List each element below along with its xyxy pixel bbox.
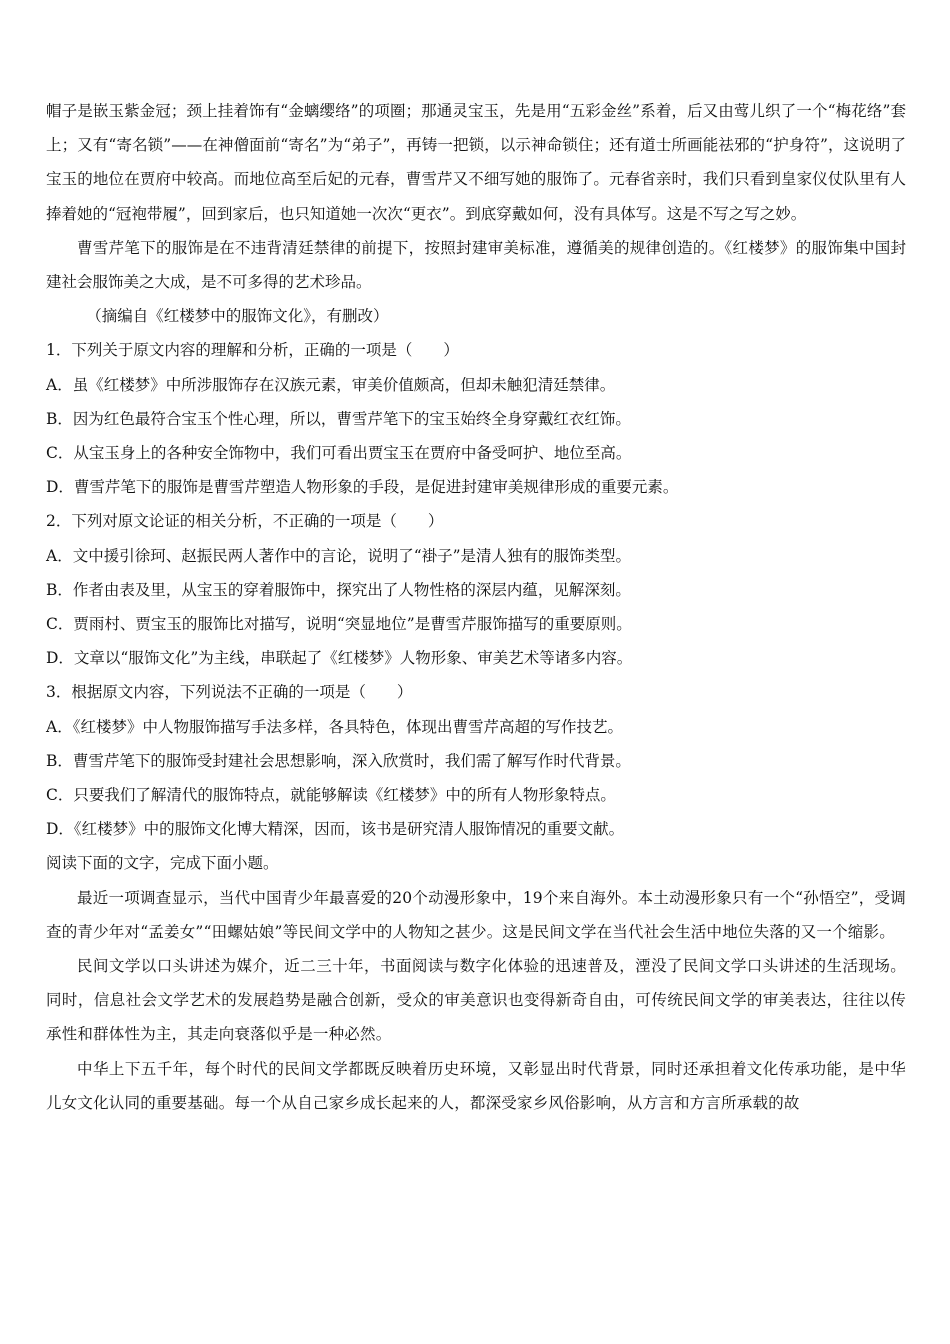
option-b: B．曹雪芹笔下的服饰受封建社会思想影响，深入欣赏时，我们需了解写作时代背景。 [46,751,631,770]
reading-instruction: 阅读下面的文字，完成下面小题。 [46,854,279,873]
conclusion-paragraph: 曹雪芹笔下的服饰是在不违背清廷禁律的前提下，按照封建审美标准，遵循美的规律创造的。《红楼梦》的服饰集中国封建社会服饰美之大成，是不可多得的艺术珍品。 [46,238,906,292]
question-3 [46,675,906,846]
passage-paragraph: 中华上下五千年，每个时代的民间文学都既反映着历史环境，又彰显出时代背景，同时还承担着文化传承功能，是中华儿女文化认同的重要基础。每一个从自己家乡成长起来的人，都深受家乡风俗影响，从方言和方言所承载的故 [46,1059,906,1112]
continuation-paragraph: 帽子是嵌玉紫金冠；颈上挂着饰有“金螭缨络”的项圈；那通灵宝玉，先是用“五彩金丝”系着，后又由莺儿织了一个“梅花络”套上；又有“寄名锁”——在神僧面前“寄名”为“弟子”，再铸一把锁，以示神命锁住；还有道士所画能祛邪的“护身符”，这说明了宝玉的地位在贾府中较高。而地位高至后妃的元春，曹雪芹又不细写她的服饰了。元春省亲时，我们只看到皇家仪仗队里有人捧着她的“冠袍带履”，回到家后，也只知道她一次次“更衣”。到底穿戴如何，没有具体写。这是不写之写之妙。 [46,102,906,223]
passage-paragraph: 民间文学以口头讲述为媒介，近二三十年，书面阅读与数字化体验的迅速普及，湮没了民间文学口头讲述的生活现场。同时，信息社会文学艺术的发展趋势是融合创新，受众的审美意识也变得新奇自由，可传统民间文学的审美表达，往往以传承性和群体性为主，其走向衰落似乎是一种必然。 [46,957,906,1044]
question-stem: 3．根据原文内容，下列说法不正确的一项是（ ） [46,683,413,702]
question-2 [46,504,906,675]
question-1 [46,333,906,504]
question-stem: 1．下列关于原文内容的理解和分析，正确的一项是（ ） [46,341,459,360]
option-a: A．虽《红楼梦》中所涉服饰存在汉族元素，审美价值颇高，但却未触犯清廷禁律。 [46,375,616,394]
option-a: A．《红楼梦》中人物服饰描写手法多样，各具特色，体现出曹雪芹高超的写作技艺。 [46,717,623,736]
option-c: C．从宝玉身上的各种安全饰物中，我们可看出贾宝玉在贾府中备受呵护、地位至高。 [46,444,632,463]
option-d: D．文章以“服饰文化”为主线，串联起了《红楼梦》人物形象、审美艺术等诸多内容。 [46,649,633,668]
option-b: B．作者由表及里，从宝玉的穿着服饰中，探究出了人物性格的深层内蕴，见解深刻。 [46,580,631,599]
document-page [46,94,906,1120]
option-d: D．《红楼梦》中的服饰文化博大精深，因而，该书是研究清人服饰情况的重要文献。 [46,820,625,839]
option-d: D．曹雪芹笔下的服饰是曹雪芹塑造人物形象的手段，是促进封建审美规律形成的重要元素。 [46,478,679,497]
option-a: A．文中援引徐珂、赵振民两人著作中的言论，说明了“褂子”是清人独有的服饰类型。 [46,546,632,565]
option-b: B．因为红色最符合宝玉个性心理，所以，曹雪芹笔下的宝玉始终全身穿戴红衣红饰。 [46,409,631,428]
source-note: （摘编自《红楼梦中的服饰文化》，有删改） [86,307,389,326]
option-c: C．贾雨村、贾宝玉的服饰比对描写，说明“突显地位”是曹雪芹服饰描写的重要原则。 [46,615,632,634]
option-c: C．只要我们了解清代的服饰特点，就能够解读《红楼梦》中的所有人物形象特点。 [46,786,616,805]
passage-paragraph: 最近一项调查显示，当代中国青少年最喜爱的20个动漫形象中，19个来自海外。本土动漫形象只有一个“孙悟空”，受调查的青少年对“孟姜女”“田螺姑娘”等民间文学中的人物知之甚少。这是民间文学在当代社会生活中地位失落的又一个缩影。 [46,888,906,941]
question-stem: 2．下列对原文论证的相关分析，不正确的一项是（ ） [46,512,444,531]
